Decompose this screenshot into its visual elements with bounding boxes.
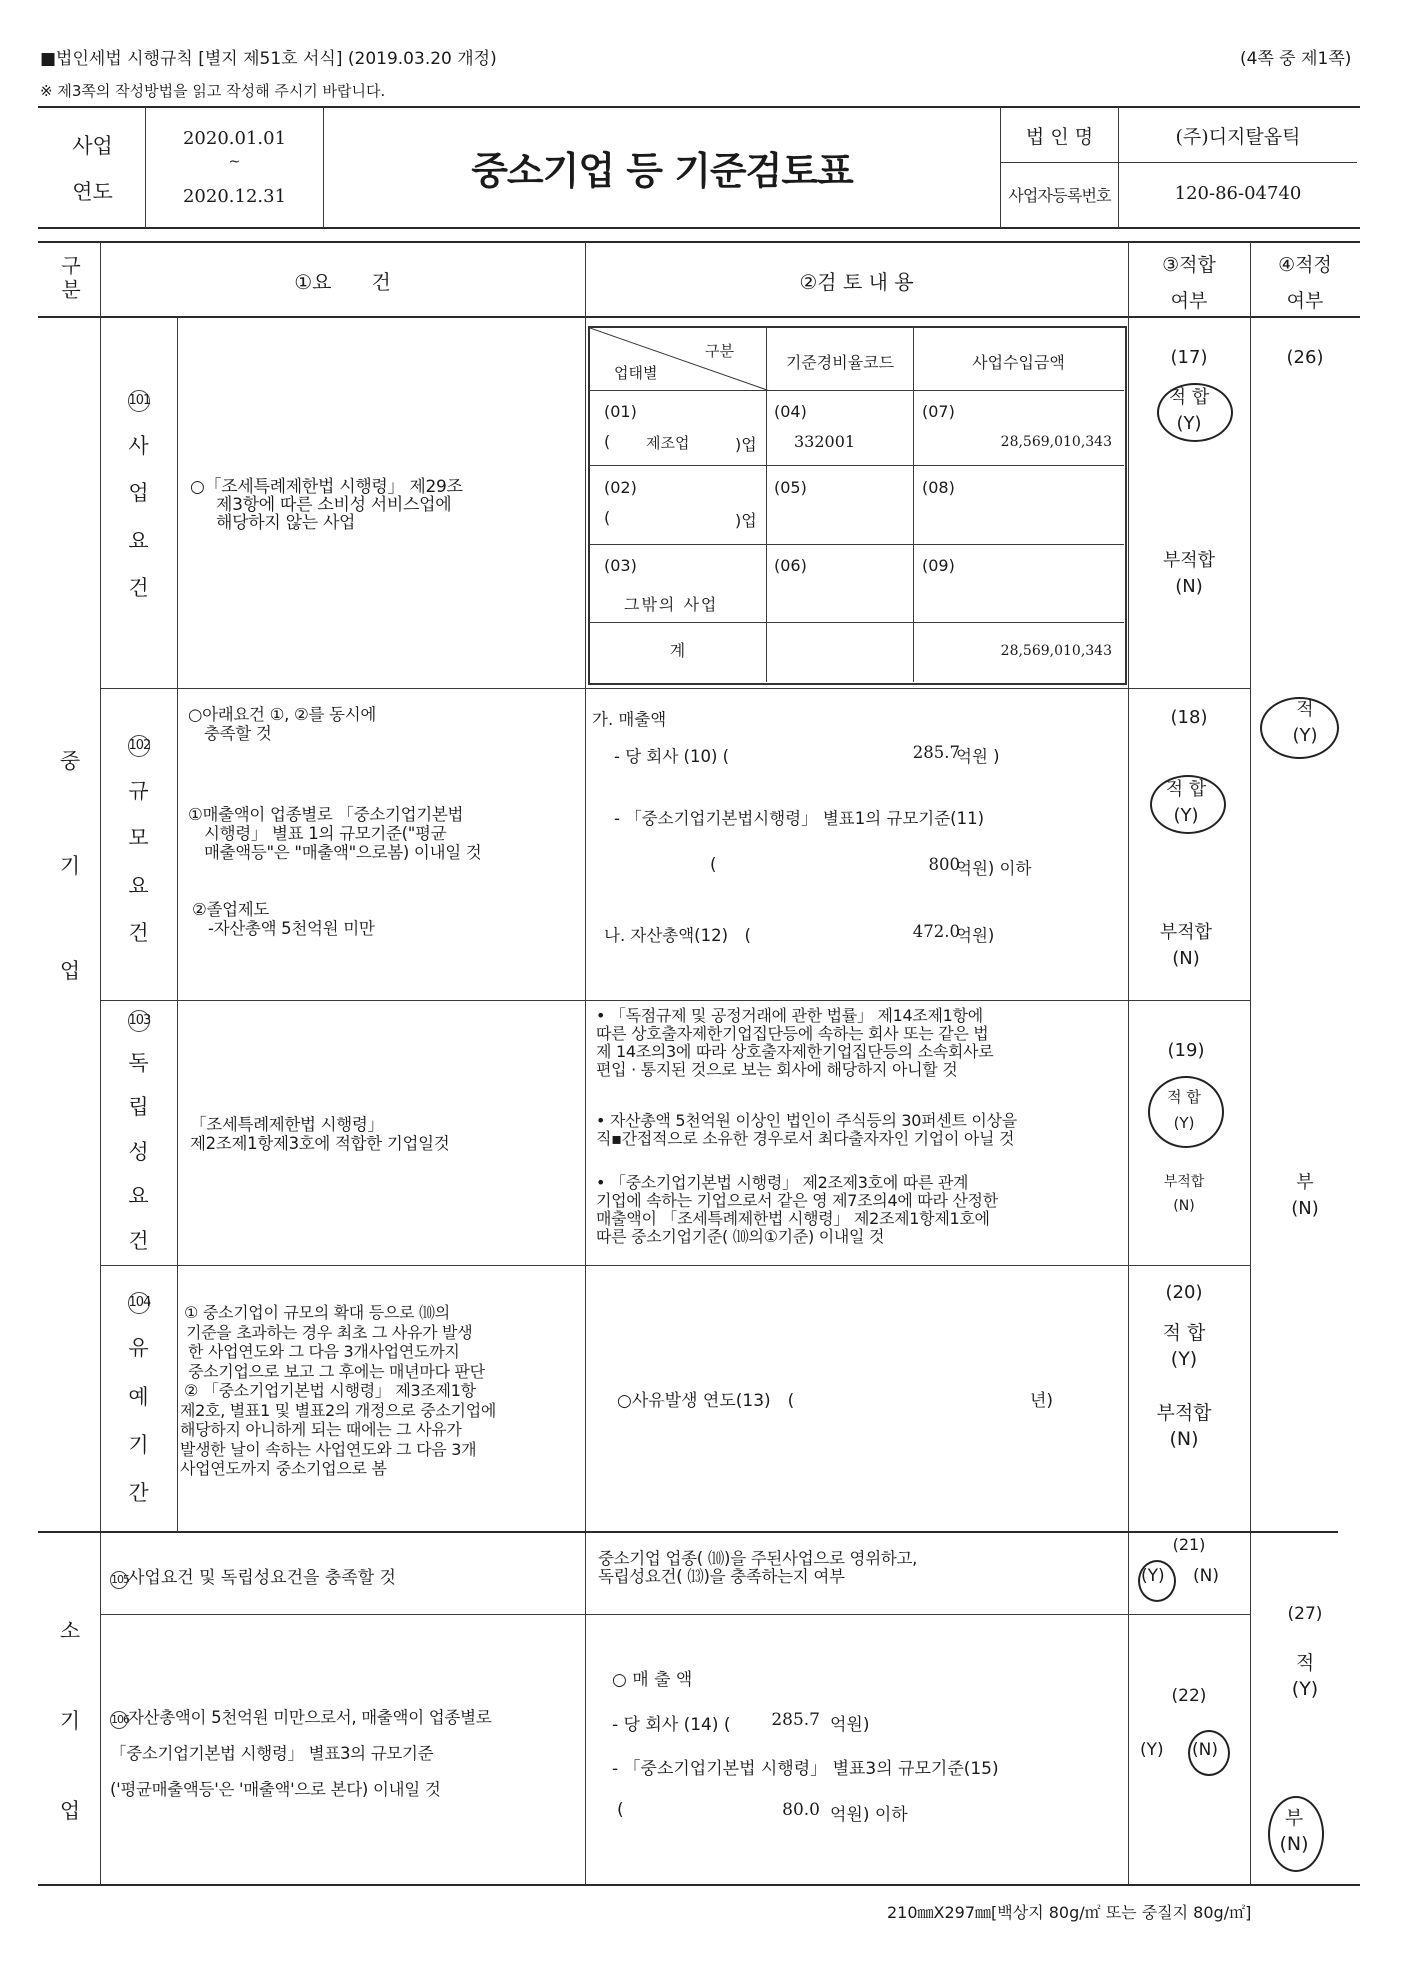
item-label-102 (100, 735, 177, 947)
business-suffix: )업 (735, 511, 757, 530)
item-label-104 (100, 1292, 177, 1507)
section-label-medium (40, 745, 100, 985)
requirement-line: 해당하지 아니하게 되는 때에는 그 사유가 (180, 1420, 462, 1439)
fit-no-code: (N) (1173, 1198, 1195, 1214)
small-standard-label: - 「중소기업기본법 시행령」 별표3의 규모기준(15) (612, 1759, 999, 1779)
requirement-line: 시행령」 별표 1의 규모기준("평균 (204, 824, 447, 843)
business-type-3: 그밖의 사업 (624, 595, 719, 614)
item-label-char: 모 (128, 826, 149, 850)
total-assets-unit: 억원) (956, 926, 995, 945)
page-title: 중소기업 등 기준검토표 (471, 149, 853, 193)
item-label-char: 성 (128, 1139, 149, 1164)
requirement-102-intro (188, 705, 376, 743)
fit-yes-code: (Y) (1173, 1114, 1195, 1132)
item-label-char: 간 (128, 1481, 149, 1505)
divider (589, 544, 1124, 545)
fit-19 (1125, 1038, 1247, 1064)
item-number-102: 102 (128, 735, 150, 757)
column-header-category (40, 250, 100, 308)
period-separator: ~ (228, 154, 241, 170)
review-line: 기업에 속하는 기업으로서 같은 영 제7조의4에 따라 산정한 (596, 1191, 998, 1210)
overall-no-label: 부 (1284, 1807, 1304, 1829)
code-06: (06) (774, 556, 807, 575)
requirement-text: 사업요건 및 독립성요건을 충족할 것 (128, 1568, 396, 1588)
suffix-text: 업 (741, 435, 757, 454)
total-assets-label: 나. 자산총액(12) ( (604, 926, 751, 945)
item-label-103 (100, 1010, 177, 1255)
fit-no-label: 부적합 (1162, 550, 1216, 571)
overall-no-label: 부 (1296, 1172, 1314, 1193)
requirement-102-item2 (192, 900, 375, 938)
fiscal-year-label: 사업 (72, 134, 113, 158)
review-line: 중소기업 업종( ⑽)을 주된사업으로 영위하고, (598, 1549, 918, 1568)
fit-yes-label: 적 합 (1168, 387, 1210, 408)
business-type-table (588, 326, 1127, 685)
code-03: (03) (604, 556, 637, 575)
code-05: (05) (774, 478, 807, 497)
divider (766, 327, 767, 682)
overall-yes-code: (Y) (1291, 1678, 1319, 1700)
review-line: • 「중소기업기본법 시행령」 제2조제3호에 따른 관계 (596, 1173, 969, 1192)
regulation-reference: ■법인세법 시행규칙 [별지 제51호 서식] (2019.03.20 개정) (40, 49, 497, 69)
company-revenue-value: 285.7 (912, 743, 960, 762)
requirement-line: 발생한 날이 속하는 사업연도와 그 다음 3개 (180, 1439, 477, 1459)
column-header-fit: 여부 (1170, 290, 1208, 312)
requirement-line: 기준을 초과하는 경우 최초 그 사유가 발생 (186, 1322, 473, 1342)
overall-yes-27[interactable] (1250, 1650, 1360, 1702)
grace-year-unit: 년) (1030, 1391, 1054, 1411)
requirement-line: ②졸업제도 (192, 900, 270, 919)
item-label-char: 기 (128, 1432, 149, 1457)
small-company-value: 285.7 (771, 1710, 820, 1730)
review-103-bullet-1 (596, 1007, 993, 1079)
corp-name: (주)디지탈옵틱 (1175, 126, 1301, 148)
overall-no-26[interactable] (1250, 1170, 1360, 1222)
section-label-small (40, 1615, 100, 1825)
page-indicator: (4쪽 중 제1쪽) (1240, 49, 1352, 69)
overall-number-27: (27) (1287, 1604, 1323, 1624)
row-divider (100, 1000, 1250, 1001)
item-label-char: 업 (128, 481, 149, 505)
section-label-char: 중 (59, 749, 81, 773)
code-02: (02) (604, 478, 637, 497)
fit-yes-code: (Y) (1170, 1348, 1198, 1370)
fit-yes-code: (Y) (1176, 413, 1202, 434)
section-label-char: 업 (59, 959, 81, 983)
row-divider (100, 1614, 1250, 1615)
divider (589, 465, 1124, 466)
company-revenue-unit: 억원 ) (956, 747, 1000, 766)
requirement-line: ○아래요건 ①, ②를 동시에 (188, 705, 376, 724)
fit-yes-20[interactable] (1123, 1320, 1245, 1372)
fit-yes-17 (1128, 385, 1250, 437)
col-header-expense-code: 기준경비율코드 (785, 353, 895, 372)
review-line: 편입 · 통지된 것으로 보는 회사에 해당하지 아니할 것 (596, 1060, 958, 1079)
requirement-line: ('평균매출액등'은 '매출액'으로 본다) 이내일 것 (110, 1780, 441, 1799)
item-label-char: 유 (128, 1336, 149, 1361)
fit-no-code: (N) (1169, 1428, 1199, 1450)
code-04: (04) (774, 402, 807, 421)
size-standard-value: 800 (928, 855, 960, 874)
overall-yes-code: (Y) (1292, 725, 1318, 746)
corner-header-bottom: 업태별 (614, 364, 658, 382)
fit-no-20[interactable] (1123, 1400, 1245, 1452)
column-header-review: ②검 토 내 용 (799, 270, 914, 294)
fit-yes-label: 적 합 (1162, 1322, 1206, 1344)
item-label-char: 건 (128, 921, 149, 945)
fit-yes-code: (Y) (1173, 805, 1199, 826)
size-standard-label: - 「중소기업기본법시행령」 별표1의 규모기준(11) (614, 809, 985, 828)
divider (1000, 162, 1357, 163)
item-label-char: 요 (128, 1184, 149, 1209)
divider (589, 622, 1124, 623)
fit-number: (19) (1167, 1040, 1205, 1061)
requirement-line: 매출액등"은 "매출액"으로봄) 이내일 것 (204, 843, 482, 862)
paper-spec: 210㎜X297㎜[백상지 80g/㎡ 또는 중질지 80g/㎡] (887, 1903, 1252, 1922)
review-103-bullet-2 (596, 1112, 1017, 1148)
requirement-102-item1 (188, 805, 481, 862)
section-divider (38, 1531, 1338, 1533)
fit-no-19[interactable] (1123, 1170, 1245, 1218)
review-line: • 「독점규제 및 공정거래에 관한 법률」 제14조제1항에 (596, 1006, 983, 1025)
item-label-char: 립 (128, 1095, 149, 1120)
total-revenue: 28,569,010,343 (1000, 643, 1112, 659)
code-08: (08) (922, 478, 955, 497)
fit-no-label: 부적합 (1163, 1174, 1205, 1190)
requirement-line: 한 사업연도와 그 다음 3개사업연도까지 (188, 1342, 460, 1361)
biz-reg-label: 사업자등록번호 (1008, 186, 1111, 205)
corner-header-top: 구분 (705, 342, 734, 360)
requirement-line: ① 중소기업이 규모의 확대 등으로 ⑽의 (184, 1303, 450, 1322)
overall-no-27 (1239, 1805, 1349, 1857)
corp-name-label: 법 인 명 (1025, 126, 1094, 148)
requirement-104 (180, 1303, 496, 1479)
section-label-char: 소 (59, 1619, 81, 1643)
requirement-line: -자산총액 5천억원 미만 (208, 919, 375, 938)
size-standard-open: ( (710, 855, 717, 874)
requirement-line: ○「조세특례제한법 시행령」 제29조 (190, 477, 463, 497)
code-01: (01) (604, 402, 637, 421)
fit-no-21[interactable]: (N) (1193, 1566, 1219, 1586)
item-label-char: 요 (128, 528, 149, 553)
requirement-101 (190, 478, 463, 532)
period-start: 2020.01.01 (182, 128, 287, 149)
review-103-bullet-3 (596, 1174, 998, 1246)
business-suffix: )업 (735, 435, 757, 454)
overall-number-26: (26) (1286, 347, 1324, 368)
column-header-requirement: ①요 건 (294, 270, 391, 294)
small-standard-value: 80.0 (782, 1800, 820, 1820)
review-line: • 자산총액 5천억원 이상인 법인이 주식등의 30퍼센트 이상을 (596, 1111, 1017, 1130)
revenue-1: 28,569,010,343 (1000, 434, 1112, 450)
fit-18 (1128, 705, 1250, 731)
requirement-105 (110, 1563, 396, 1589)
divider (913, 327, 914, 682)
section-label-char: 업 (59, 1799, 81, 1823)
item-number-106: 106 (110, 1711, 128, 1729)
row-divider (100, 688, 1250, 689)
item-number-103: 103 (128, 1010, 150, 1032)
divider (177, 317, 178, 1532)
fit-yes-21: (Y) (1141, 1566, 1165, 1586)
requirement-line: 제2조제1항제3호에 적합한 기업일것 (190, 1134, 450, 1153)
fit-20 (1123, 1280, 1245, 1306)
category-header-text: 구분 (57, 255, 82, 303)
item-number-105: 105 (110, 1571, 128, 1589)
overall-yes-26 (1250, 697, 1360, 749)
table-bottom-rule (38, 1884, 1360, 1886)
instruction-note: ※ 제3쪽의 작성방법을 읽고 작성해 주시기 바랍니다. (40, 82, 386, 100)
item-label-char: 사 (128, 433, 149, 458)
small-company-label: - 당 회사 (14) ( (612, 1715, 731, 1735)
fit-no-label: 부적합 (1156, 1402, 1212, 1424)
item-label-char: 규 (128, 778, 149, 803)
item-label-char: 건 (128, 1228, 149, 1253)
review-line: 직▪간접적으로 소유한 경우로서 최다출자자인 기업이 아닐 것 (596, 1129, 1015, 1148)
fit-no-22: (N) (1192, 1740, 1218, 1760)
fit-no-18[interactable] (1125, 920, 1247, 972)
fit-number: (17) (1170, 347, 1208, 368)
review-105 (598, 1550, 917, 1586)
fit-yes-18 (1125, 777, 1247, 829)
overall-no-code: (N) (1279, 1833, 1309, 1855)
period-end: 2020.12.31 (182, 186, 287, 207)
table-top-rule (38, 241, 1360, 243)
divider (1250, 242, 1251, 1885)
section-label-char: 기 (59, 1709, 81, 1733)
requirement-line: 충족할 것 (204, 724, 272, 743)
overall-yes-label: 적 (1296, 699, 1314, 720)
item-number-101: 101 (128, 390, 150, 412)
fit-yes-22[interactable]: (Y) (1140, 1740, 1164, 1760)
small-standard-open: ( (617, 1800, 624, 1820)
paren-open: ( (604, 508, 611, 527)
item-label-char: 건 (128, 576, 149, 600)
fit-no-label: 부적합 (1159, 922, 1213, 943)
title-block-top-rule (38, 106, 1360, 108)
requirement-106 (110, 1700, 491, 1808)
overall-no-code: (N) (1291, 1198, 1319, 1219)
fit-number: (20) (1165, 1282, 1203, 1303)
divider (589, 390, 1124, 391)
review-line: 따른 상호출자제한기업집단등에 속하는 회사 또는 같은 법 (596, 1024, 989, 1043)
item-number-104: 104 (128, 1292, 150, 1314)
fit-yes-label: 적 합 (1165, 779, 1207, 800)
requirement-line: 「조세특례제한법 시행령」 (190, 1115, 384, 1134)
fit-number: (18) (1170, 707, 1208, 728)
column-header-fit: ③적합 (1162, 254, 1216, 276)
review-line: 매출액이 「조세특례제한법 시행령」 제2조제1항제1호에 (596, 1209, 990, 1228)
fit-number-21: (21) (1172, 1535, 1206, 1554)
paren-open: ( (604, 432, 611, 451)
fit-no-code: (N) (1172, 948, 1200, 969)
column-header-proper: ④적정 (1278, 254, 1332, 276)
requirement-line: ①매출액이 업종별로 「중소기업기본법 (188, 805, 464, 824)
requirement-text: 자산총액이 5천억원 미만으로서, 매출액이 업종별로 (128, 1708, 492, 1727)
column-header-proper: 여부 (1286, 290, 1324, 312)
item-label-char: 요 (128, 873, 149, 898)
fit-no-code: (N) (1175, 576, 1203, 597)
requirement-line: 중소기업으로 보고 그 후에는 매년마다 판단 (188, 1361, 485, 1381)
col-header-revenue: 사업수입금액 (972, 353, 1065, 372)
title-block-bottom-rule (38, 227, 1360, 229)
total-label: 계 (669, 641, 686, 660)
small-revenue-title: ○ 매 출 액 (612, 1670, 693, 1690)
review-line: 독립성요건( ⒀)을 충족하는지 여부 (598, 1567, 845, 1586)
requirement-line: 제3항에 따른 소비성 서비스업에 (216, 495, 452, 515)
fit-17 (1128, 345, 1250, 371)
total-assets-value: 472.0 (912, 922, 960, 941)
fiscal-year-label: 연도 (72, 180, 113, 204)
row-divider (100, 1265, 1250, 1266)
code-07: (07) (922, 402, 955, 421)
requirement-line: 제2호, 별표1 및 별표2의 개정으로 중소기업에 (180, 1400, 497, 1420)
grace-year-label: ○사유발생 연도(13) ( (617, 1391, 795, 1411)
item-label-char: 독 (128, 1050, 149, 1075)
table-header-bottom-rule (38, 316, 1360, 318)
company-revenue-label: - 당 회사 (10) ( (614, 747, 730, 766)
requirement-line (110, 1700, 491, 1736)
item-label-char: 예 (128, 1384, 149, 1409)
requirement-line: 해당하지 않는 사업 (216, 513, 356, 533)
size-standard-unit: 억원) 이하 (956, 859, 1032, 878)
review-line: 따른 중소기업기준( ⑽의①기준) 이내일 것 (596, 1227, 885, 1246)
requirement-line: 「중소기업기본법 시행령」 별표3의 규모기준 (110, 1744, 434, 1763)
requirement-line: ② 「중소기업기본법 시행령」 제3조제1항 (184, 1381, 476, 1400)
review-line: 제 14조의3에 따라 상호출자제한기업집단등의 소속회사로 (596, 1042, 994, 1061)
requirement-103 (190, 1115, 449, 1153)
business-type-1: 제조업 (646, 434, 690, 452)
revenue-section-title: 가. 매출액 (592, 710, 667, 729)
small-standard-unit: 억원) 이하 (830, 1805, 908, 1825)
section-label-char: 기 (59, 854, 81, 878)
fit-number-22: (22) (1171, 1686, 1207, 1706)
suffix-text: 업 (741, 511, 757, 530)
code-09: (09) (922, 556, 955, 575)
fit-no-17[interactable] (1128, 548, 1250, 600)
fit-yes-19 (1123, 1084, 1245, 1136)
divider (585, 242, 586, 1885)
expense-code-1: 332001 (794, 432, 856, 451)
overall-yes-label: 적 (1295, 1652, 1315, 1674)
fit-yes-label: 적 합 (1167, 1088, 1201, 1106)
small-company-unit: 억원) (830, 1715, 870, 1735)
requirement-line: 사업연도까지 중소기업으로 봄 (180, 1459, 387, 1478)
biz-reg-number: 120-86-04740 (1174, 183, 1302, 204)
item-label-101 (100, 390, 177, 602)
